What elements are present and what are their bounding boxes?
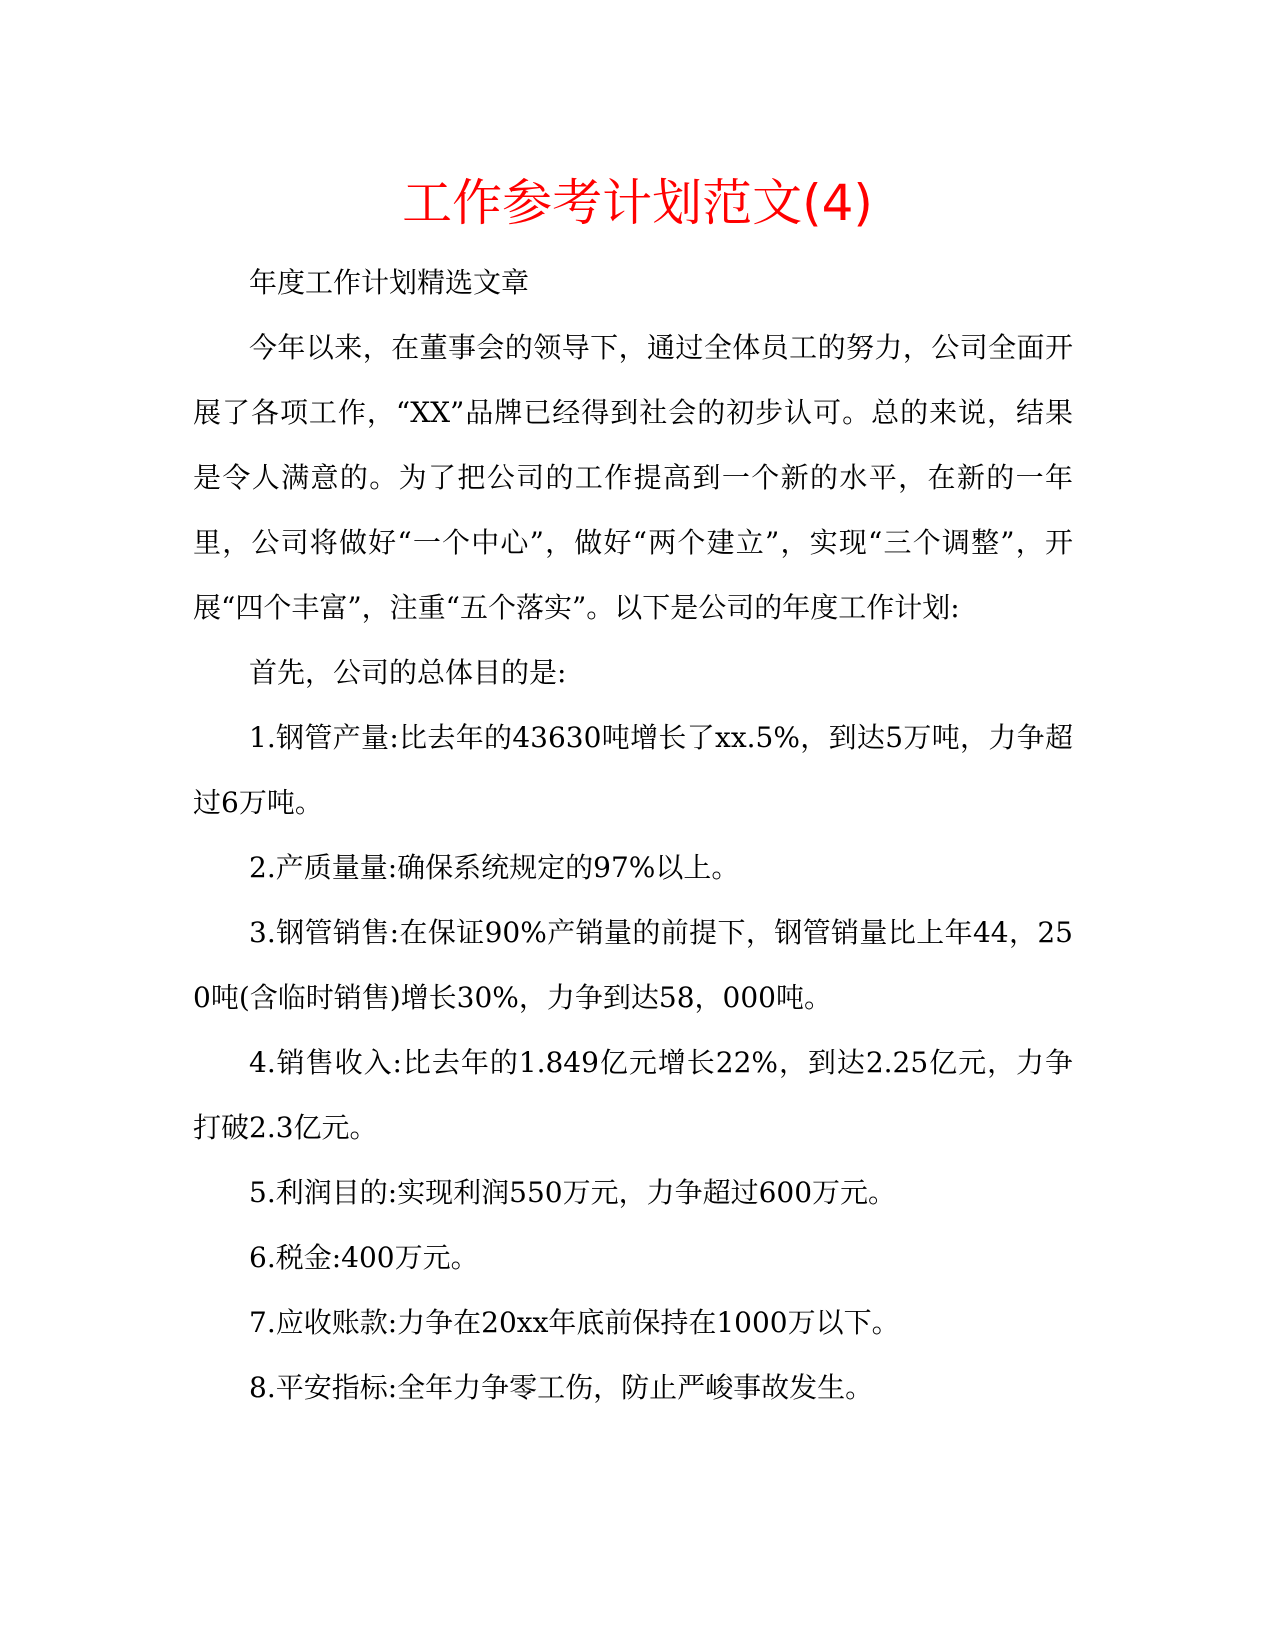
paragraph-goals-heading: 首先，公司的总体目的是: (249, 656, 567, 689)
document-title: 工作参考计划范文(4) (402, 174, 873, 232)
paragraph-item-7: 7.应收账款:力争在20xx年底前保持在1000万以下。 (249, 1306, 900, 1339)
paragraph-item-1: 1.钢管产量:比去年的43630吨增长了xx.5%，到达5万吨，力争超过6万吨。 (193, 721, 1073, 819)
paragraph-item-3: 3.钢管销售:在保证90%产销量的前提下，钢管销量比上年44，250吨(含临时销售)增长30%，力争到达58，000吨。 (193, 916, 1073, 1014)
paragraph-item-4: 4.销售收入:比去年的1.849亿元增长22%，到达2.25亿元，力争打破2.3亿元。 (193, 1046, 1073, 1144)
paragraph-item-8: 8.平安指标:全年力争零工伤，防止严峻事故发生。 (249, 1371, 874, 1404)
paragraph-item-6: 6.税金:400万元。 (249, 1241, 479, 1274)
paragraph-subtitle: 年度工作计划精选文章 (249, 266, 530, 299)
paragraph-intro: 今年以来，在董事会的领导下，通过全体员工的努力，公司全面开展了各项工作，“XX”品牌已经得到社会的初步认可。总的来说，结果是令人满意的。为了把公司的工作提高到一个新的水平，在新的一年里，公司将做好“一个中心”，做好“两个建立”，实现“三个调整”，开展“四个丰富”，注重“五个落实”。以下是公司的年度工作计划: (193, 331, 1073, 624)
document-body (193, 250, 1073, 1420)
paragraph-item-2: 2.产质量量:确保系统规定的97%以上。 (249, 851, 740, 884)
paragraph-item-5: 5.利润目的:实现利润550万元，力争超过600万元。 (249, 1176, 897, 1209)
